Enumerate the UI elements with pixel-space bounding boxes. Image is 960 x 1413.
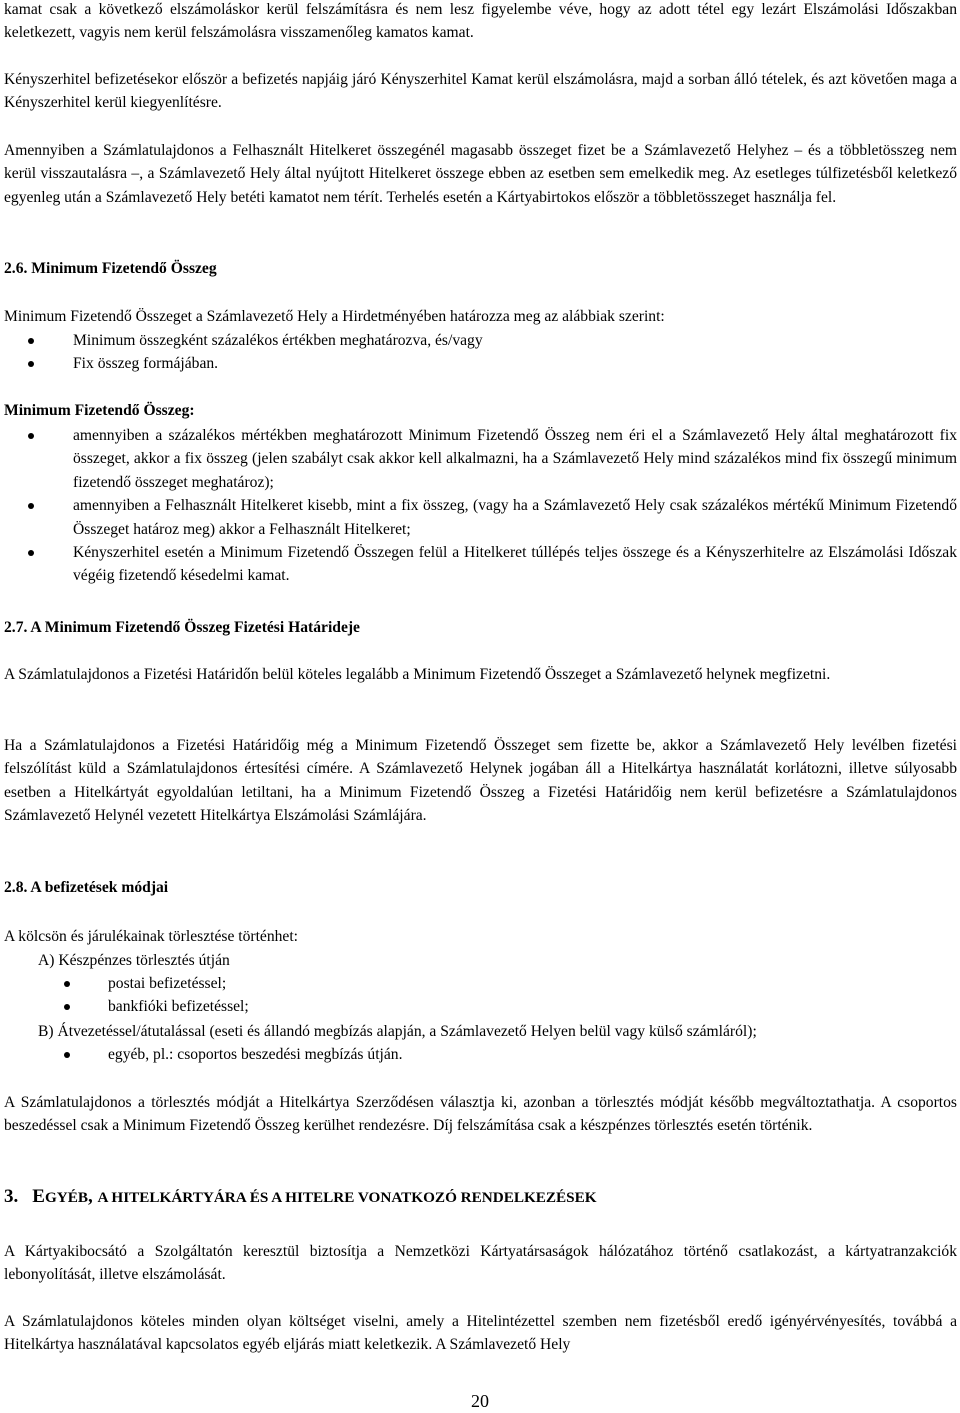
- paragraph-minimum-definition: Minimum Fizetendő Összeget a Számlavezető Hely a Hirdetményében határozza meg az alábbiak szerint:: [4, 308, 665, 325]
- list-item: postai befizetéssel;: [4, 972, 957, 995]
- section-number: 3.: [4, 1186, 19, 1207]
- option-a: A) Készpénzes törlesztés útján: [38, 952, 230, 969]
- paragraph-costs: A Számlatulajdonos köteles minden olyan költséget viselni, amely a Hitelintézettel szemben nem fizetésből eredő igényérvényesítés, továbbá a Hitelkártya használatával kapcsolatos egyéb eljárás miatt keletkezik. A Számlavezető Hely: [4, 1313, 957, 1354]
- heading-2-8: 2.8. A befizetések módjai: [4, 879, 169, 896]
- list-item: Fix összeg formájában.: [4, 352, 957, 375]
- list-minimum-rules: [4, 424, 957, 588]
- section-title-initial: E: [32, 1186, 45, 1207]
- list-item: Minimum összegként százalékos értékben meghatározva, és/vagy: [4, 329, 957, 352]
- section-title-part-1: GYÉB: [44, 1189, 88, 1206]
- section-title-part-2: A HITELKÁRTYÁRA ÉS A HITELRE VONATKOZÓ RENDELKEZÉSEK: [97, 1189, 597, 1206]
- heading-2-6: 2.6. Minimum Fizetendő Összeg: [4, 260, 217, 277]
- list-item: bankfióki befizetéssel;: [4, 995, 957, 1018]
- list-item: amennyiben a százalékos mértékben meghatározott Minimum Fizetendő Összeg nem éri el a Számlavezető Hely által meghatározott fix összeget, akkor a fix összeg (jelen szabályt csak akkor kell alkalmazni, ha a Számlavezető Hely mind százalékos mind fix összegű minimum fizetendő összeget meghatároz);: [4, 424, 957, 494]
- paragraph-repayment-method: A Számlatulajdonos a törlesztés módját a Hitelkártya Szerződésen választja ki, azonban a törlesztés módját később megváltoztathatja. A csoportos beszedéssel csak a Minimum Fizetendő Összeg kerülhet rendezésre. Díj felszámítása csak a készpénzes törlesztés esetén történik.: [4, 1094, 957, 1135]
- heading-2-7: 2.7. A Minimum Fizetendő Összeg Fizetési Határideje: [4, 619, 360, 636]
- heading-minimum-amount: Minimum Fizetendő Összeg:: [4, 402, 195, 419]
- paragraph-payment-deadline: A Számlatulajdonos a Fizetési Határidőn belül köteles legalább a Minimum Fizetendő Összeget a Számlavezető helynek megfizetni.: [4, 666, 831, 683]
- section-title-comma: ,: [87, 1186, 98, 1207]
- paragraph-repayment-intro: A kölcsön és járulékainak törlesztése történhet:: [4, 928, 299, 945]
- list-minimum-types: [4, 329, 957, 376]
- option-b: B) Átvezetéssel/átutalással (eseti és állandó megbízás alapján, a Számlavezető Helyen belül vagy külső számláról);: [38, 1023, 757, 1040]
- list-item: egyéb, pl.: csoportos beszedési megbízás útján.: [4, 1043, 957, 1066]
- list-item: Kényszerhitel esetén a Minimum Fizetendő Összegen felül a Hitelkeret túllépés teljes összege és a Kényszerhitelre az Elszámolási Időszak végéig fizetendő késedelmi kamat.: [4, 541, 957, 588]
- heading-section-3: [4, 1185, 957, 1209]
- list-option-b: [4, 1043, 957, 1066]
- paragraph-card-network: A Kártyakibocsátó a Szolgáltatón keresztül biztosítja a Nemzetközi Kártyatársaságok hálózatához történő csatlakozást, a kártyatranzakciók lebonyolítását, illetve elszámolását.: [4, 1243, 957, 1284]
- page-number: 20: [471, 1391, 489, 1411]
- paragraph-overpayment: Amennyiben a Számlatulajdonos a Felhasznált Hitelkeret összegénél magasabb összeget fizet be a Számlavezető Helyhez – és a többletösszeg nem kerül visszautalásra –, a Számlavezető Hely által nyújtott Hitelkeret összege ebben az esetben sem emelkedik meg. Az esetleges túlfizetésből keletkező egyenleg után a Számlavezető Hely betéti kamatot nem térít. Terhelés esetén a Kártyabirtokos először a többletösszeget használja fel.: [4, 142, 957, 206]
- list-item: amennyiben a Felhasznált Hitelkeret kisebb, mint a fix összeg, (vagy ha a Számlavezető Hely csak százalékos mértékű Minimum Fizetendő Összeget határoz meg) akkor a Felhasznált Hitelkeret;: [4, 494, 957, 541]
- paragraph-forced-credit: Kényszerhitel befizetésekor először a befizetés napjáig járó Kényszerhitel Kamat kerül elszámolásra, majd a sorban álló tételek, és azt követően maga a Kényszerhitel kerül kiegyenlítésre.: [4, 71, 957, 112]
- list-option-a: [4, 972, 957, 1019]
- paragraph-interest: kamat csak a következő elszámoláskor kerül felszámításra és nem lesz figyelembe véve, hogy az adott tétel egy lezárt Elszámolási Időszakban keletkezett, vagyis nem kerül felszámolásra visszamenőleg kamatos kamat.: [4, 1, 957, 42]
- paragraph-payment-reminder: Ha a Számlatulajdonos a Fizetési Határidőig még a Minimum Fizetendő Összeget sem fizette be, akkor a Számlavezető Hely levélben fizetési felszólítást küld a Számlatulajdonos értesítési címére. A Számlavezető Helynek jogában áll a Hitelkártya használatát korlátozni, illetve súlyosabb esetben a Hitelkártyát egyoldalúan letiltani, ha a Minimum Fizetendő Összeg a Fizetési Határidőig nem kerül befizetésre a Számlatulajdonos Számlavezető Helynél vezetett Hitelkártya Elszámolási Számlájára.: [4, 737, 957, 825]
